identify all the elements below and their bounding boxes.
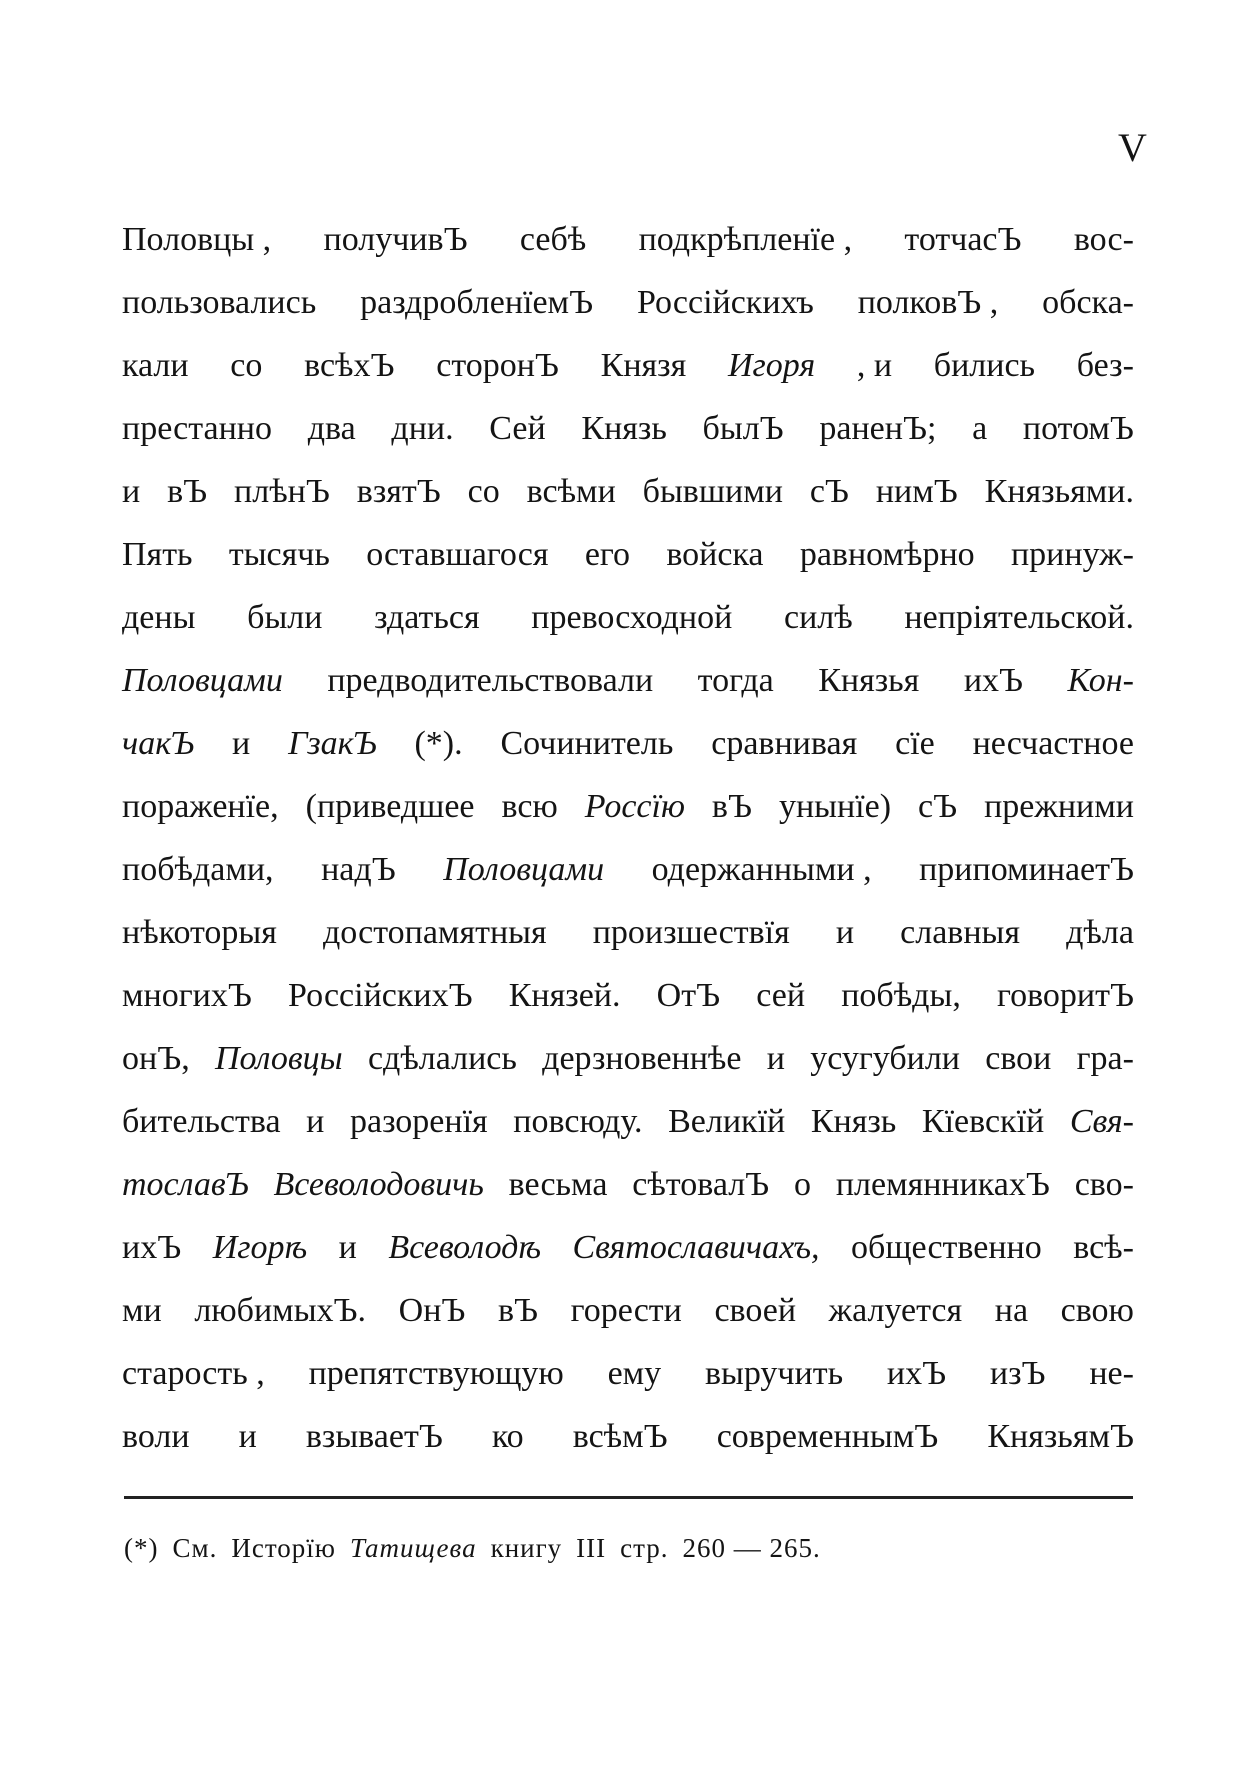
word: повсюду. — [513, 1103, 643, 1140]
word: войска — [666, 536, 764, 573]
text-line — [122, 208, 1134, 271]
word: Свя- — [1069, 1103, 1134, 1140]
word: общественно — [851, 1229, 1042, 1266]
body-text — [122, 208, 1134, 1468]
word: Сочинитель — [500, 725, 674, 762]
word: всю — [501, 788, 558, 825]
word: вос- — [1073, 221, 1134, 258]
word: о — [794, 1166, 811, 1203]
word: плѣнЪ — [234, 473, 330, 510]
word: два — [307, 410, 356, 447]
word: всѣми — [526, 473, 616, 510]
word: дѣла — [1066, 914, 1134, 951]
word: Кїевскїй — [921, 1103, 1045, 1140]
word: сей — [756, 977, 806, 1014]
word: Половцы , — [122, 221, 272, 258]
word: сторонЪ — [436, 347, 559, 384]
text-line — [122, 838, 1134, 901]
word: взятЪ — [356, 473, 441, 510]
word: ОтЪ — [656, 977, 721, 1014]
text-line — [122, 1090, 1134, 1153]
word: раздробленїемЪ — [360, 284, 594, 321]
word: сЪ — [809, 473, 849, 510]
word: побѣды, — [841, 977, 961, 1014]
word: надЪ — [321, 851, 396, 888]
word: дены — [122, 599, 196, 636]
word: дерзновеннѣе — [542, 1040, 742, 1077]
word: Великїй — [668, 1103, 786, 1140]
word: сїе — [895, 725, 935, 762]
word: сравнивая — [711, 725, 858, 762]
word: ему — [607, 1355, 662, 1392]
word: Князьями. — [984, 473, 1134, 510]
word: гра- — [1076, 1040, 1134, 1077]
footnote-word: книгу — [490, 1533, 563, 1563]
footnote-word: III — [576, 1533, 607, 1563]
word: старость , — [122, 1355, 265, 1392]
text-line — [122, 964, 1134, 1027]
footnote-word: Татищева — [349, 1533, 477, 1563]
word: племянникахЪ — [835, 1166, 1050, 1203]
word: воли — [122, 1418, 190, 1455]
word: Игорѣ — [212, 1229, 308, 1266]
word: бительства — [122, 1103, 281, 1140]
footnote-word: стр. — [620, 1533, 669, 1563]
word: вЪ — [498, 1292, 539, 1329]
word: ихЪ — [122, 1229, 182, 1266]
word: и — [835, 914, 855, 951]
text-line — [122, 775, 1134, 838]
word: прежними — [984, 788, 1134, 825]
word: Россійскихъ — [636, 284, 814, 321]
text-line — [122, 649, 1134, 712]
footnote-word: (*) — [124, 1533, 159, 1563]
word: пораженїе, — [122, 788, 279, 825]
word: а — [972, 410, 988, 447]
word: унынїе) — [778, 788, 892, 825]
word: Князь — [581, 410, 667, 447]
word: Всеволодовичь — [273, 1166, 484, 1203]
word: силѣ — [784, 599, 853, 636]
word: ихЪ — [886, 1355, 947, 1392]
word: всѣхЪ — [304, 347, 395, 384]
word: превосходной — [531, 599, 733, 636]
text-line — [122, 1342, 1134, 1405]
word: любимыхЪ. — [194, 1292, 367, 1329]
word: получивЪ — [323, 221, 468, 258]
word: оставшагося — [366, 536, 549, 573]
text-line — [122, 1216, 1134, 1279]
word: выручить — [704, 1355, 844, 1392]
word: равномѣрно — [799, 536, 975, 573]
word: всѣмЪ — [572, 1418, 668, 1455]
text-line — [122, 1027, 1134, 1090]
word: и — [306, 1103, 325, 1140]
word: свою — [1060, 1292, 1134, 1329]
word: своей — [714, 1292, 797, 1329]
word: изЪ — [989, 1355, 1046, 1392]
text-line — [122, 271, 1134, 334]
word: принуж- — [1010, 536, 1134, 573]
word: на — [994, 1292, 1029, 1329]
word: , и — [856, 347, 893, 384]
word: Пять — [122, 536, 193, 573]
word: достопамятныя — [323, 914, 547, 951]
word: полковЪ , — [857, 284, 999, 321]
word: ОнЪ — [398, 1292, 466, 1329]
word: чакЪ — [122, 725, 195, 762]
word: были — [247, 599, 323, 636]
word: горести — [570, 1292, 682, 1329]
word: разоренїя — [349, 1103, 488, 1140]
text-line — [122, 397, 1134, 460]
word: бывшими — [642, 473, 783, 510]
word: кали — [122, 347, 189, 384]
word: сво- — [1074, 1166, 1134, 1203]
word: со — [467, 473, 500, 510]
word: пользовались — [122, 284, 317, 321]
word: побѣдами, — [122, 851, 274, 888]
footnote-word: Исторїю — [231, 1533, 336, 1563]
word: всѣ- — [1073, 1229, 1134, 1266]
footnote — [124, 1528, 835, 1568]
word: Игоря — [727, 347, 816, 384]
word: раненЪ; — [819, 410, 937, 447]
text-line — [122, 901, 1134, 964]
word: онЪ, — [122, 1040, 190, 1077]
word: препятствующую — [308, 1355, 564, 1392]
text-line — [122, 1279, 1134, 1342]
footnote-word: См. — [172, 1533, 218, 1563]
word: весьма — [508, 1166, 608, 1203]
word: жалуется — [828, 1292, 963, 1329]
word: былЪ — [702, 410, 784, 447]
word: без- — [1076, 347, 1134, 384]
word: сЪ — [918, 788, 958, 825]
word: подкрѣпленїе , — [638, 221, 853, 258]
word: произшествїя — [592, 914, 790, 951]
word: престанно — [122, 410, 272, 447]
word: со — [230, 347, 263, 384]
word: взываетЪ — [305, 1418, 443, 1455]
word: несчастное — [972, 725, 1134, 762]
text-line — [122, 712, 1134, 775]
word: Кон- — [1067, 662, 1134, 699]
word: и — [122, 473, 141, 510]
word: славныя — [900, 914, 1021, 951]
word: Князья — [818, 662, 920, 699]
word: вЪ — [167, 473, 208, 510]
word: ми — [122, 1292, 162, 1329]
word: Половцами — [122, 662, 283, 699]
word: Сей — [489, 410, 546, 447]
text-line — [122, 460, 1134, 523]
word: обска- — [1042, 284, 1134, 321]
word: его — [584, 536, 631, 573]
word: (*). — [414, 725, 463, 762]
word: свои — [985, 1040, 1052, 1077]
word: усугубили — [810, 1040, 960, 1077]
word: вЪ — [711, 788, 752, 825]
word: современнымЪ — [716, 1418, 939, 1455]
word: сѣтовалЪ — [632, 1166, 770, 1203]
text-line — [122, 586, 1134, 649]
word: нимЪ — [875, 473, 958, 510]
word: КнязьямЪ — [987, 1418, 1134, 1455]
word: и — [231, 725, 251, 762]
word: себѣ — [519, 221, 587, 258]
word: и — [766, 1040, 785, 1077]
word: (приведшее — [305, 788, 475, 825]
word: Князей. — [508, 977, 621, 1014]
word: дни. — [391, 410, 454, 447]
word: нѣкоторыя — [122, 914, 277, 951]
word: потомЪ — [1022, 410, 1134, 447]
word: тысячь — [228, 536, 330, 573]
word: многихЪ — [122, 977, 252, 1014]
word: тогда — [697, 662, 774, 699]
word: непріятельской. — [904, 599, 1134, 636]
word: сдѣлались — [367, 1040, 517, 1077]
text-line — [122, 523, 1134, 586]
word: говоритЪ — [997, 977, 1134, 1014]
word: и — [338, 1229, 357, 1266]
word: предводительствовали — [327, 662, 654, 699]
word: одержанными , — [651, 851, 872, 888]
text-line — [122, 1405, 1134, 1468]
footnote-word: 260 — 265. — [682, 1533, 821, 1563]
word: Святославичахъ, — [572, 1229, 820, 1266]
word: Половцами — [443, 851, 605, 888]
text-line — [122, 1153, 1134, 1216]
footnote-divider — [124, 1496, 1133, 1499]
word: Князя — [600, 347, 687, 384]
word: ко — [491, 1418, 524, 1455]
text-line — [122, 334, 1134, 397]
word: и — [238, 1418, 257, 1455]
word: припоминаетЪ — [919, 851, 1134, 888]
word: Россїю — [584, 788, 685, 825]
word: бились — [933, 347, 1036, 384]
word: РоссійскихЪ — [288, 977, 473, 1014]
page-number: V — [1118, 125, 1147, 170]
word: здаться — [374, 599, 480, 636]
word: не- — [1089, 1355, 1134, 1392]
word: тославЪ — [122, 1166, 249, 1203]
word: Всеволодѣ — [388, 1229, 541, 1266]
word: Князь — [810, 1103, 897, 1140]
word: тотчасЪ — [904, 221, 1022, 258]
word: Половцы — [214, 1040, 343, 1077]
word: ихЪ — [963, 662, 1024, 699]
word: ГзакЪ — [288, 725, 377, 762]
